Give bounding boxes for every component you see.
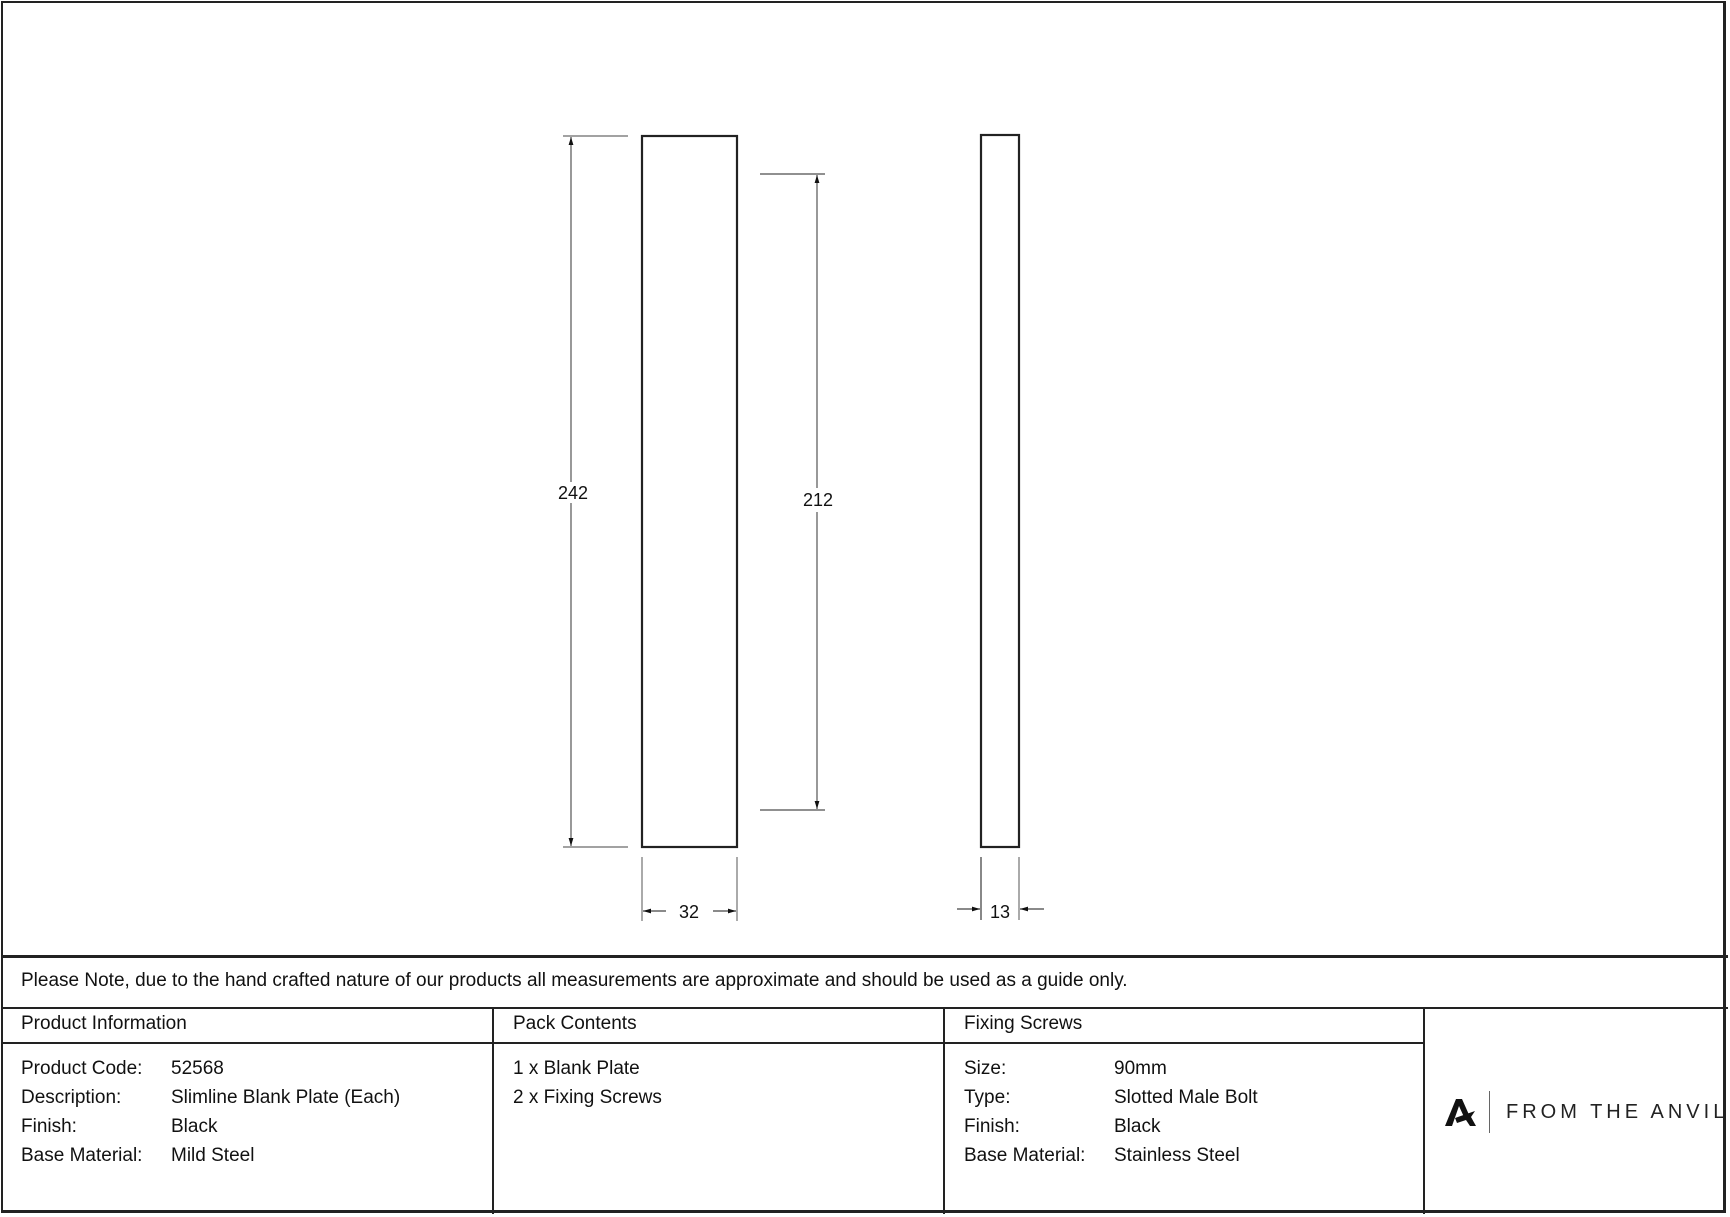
pack-item: 2 x Fixing Screws — [513, 1087, 662, 1108]
screw-finish-value: Black — [1114, 1116, 1161, 1137]
screw-size-label: Size: — [964, 1058, 1007, 1079]
pack-item: 1 x Blank Plate — [513, 1058, 640, 1079]
width-dim-label: 32 — [678, 902, 700, 922]
column-divider-1 — [492, 1007, 494, 1214]
brand-name: FROM THE ANVIL — [1506, 1100, 1729, 1123]
screw-finish-label: Finish: — [964, 1116, 1020, 1137]
product-code-value: 52568 — [171, 1058, 224, 1079]
product-information-heading: Product Information — [21, 1013, 187, 1034]
fixing-screws-heading: Fixing Screws — [964, 1013, 1083, 1034]
base-material-value: Mild Steel — [171, 1145, 255, 1166]
logo-separator — [1489, 1091, 1490, 1133]
fixing-centres-dimension — [760, 174, 833, 810]
anvil-a-icon — [1443, 1096, 1477, 1128]
base-material-label: Base Material: — [21, 1145, 143, 1166]
screw-type-label: Type: — [964, 1087, 1011, 1108]
screw-type-value: Slotted Male Bolt — [1114, 1087, 1258, 1108]
brand-logo — [1443, 1090, 1728, 1134]
fixing-centres-dim-label: 212 — [802, 490, 834, 510]
column-divider-3 — [1423, 1007, 1425, 1214]
height-dimension — [558, 136, 628, 847]
screw-material-value: Stainless Steel — [1114, 1145, 1240, 1166]
depth-dimension — [957, 857, 1044, 922]
side-view-plate — [981, 135, 1019, 847]
description-label: Description: — [21, 1087, 122, 1108]
width-dimension — [642, 857, 737, 922]
measurement-note: Please Note, due to the hand crafted nature of our products all measurements are approximate and should be used as a guide only. — [21, 970, 1128, 991]
finish-label: Finish: — [21, 1116, 77, 1137]
table-top-divider — [1, 1007, 1728, 1009]
finish-value: Black — [171, 1116, 218, 1137]
front-view-plate — [642, 136, 737, 847]
column-divider-2 — [943, 1007, 945, 1214]
screw-size-value: 90mm — [1114, 1058, 1167, 1079]
description-value: Slimline Blank Plate (Each) — [171, 1087, 401, 1108]
pack-contents-heading: Pack Contents — [513, 1013, 637, 1034]
depth-dim-label: 13 — [989, 902, 1011, 922]
note-top-divider — [1, 955, 1728, 958]
product-code-label: Product Code: — [21, 1058, 143, 1079]
table-header-divider — [1, 1042, 1425, 1044]
screw-material-label: Base Material: — [964, 1145, 1086, 1166]
height-dim-label: 242 — [557, 483, 589, 503]
